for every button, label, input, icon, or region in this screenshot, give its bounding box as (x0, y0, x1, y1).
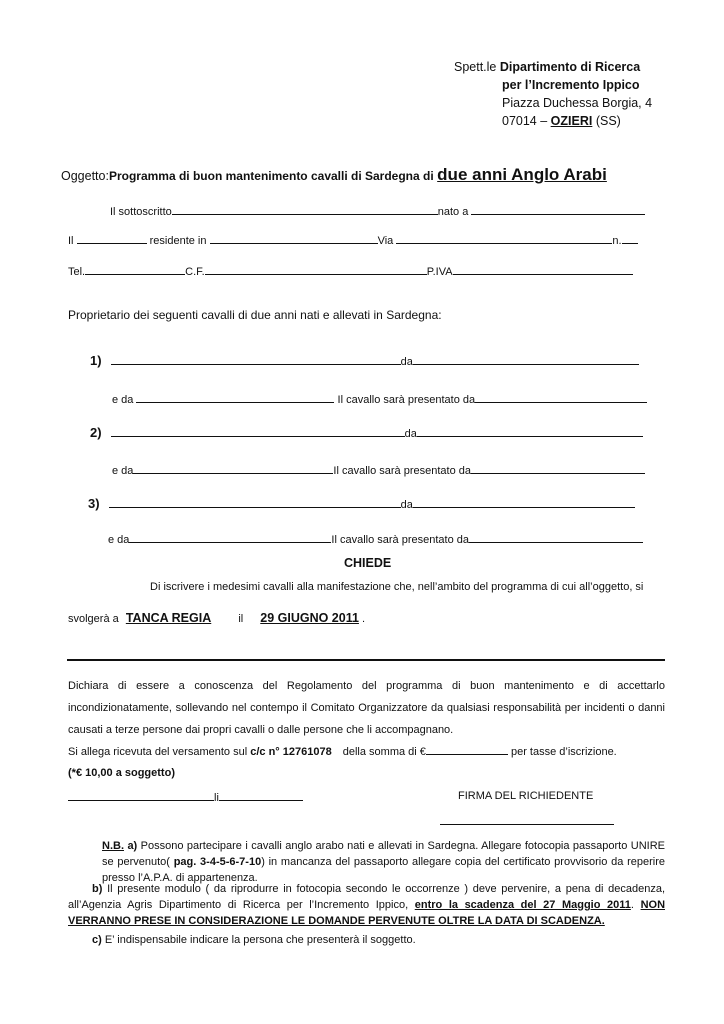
note-b-text-2: . (630, 899, 634, 911)
field-piva[interactable] (453, 264, 633, 275)
recipient-prov: (SS) (595, 114, 621, 128)
note-c-text: E’ indispensabile indicare la persona che presenterà il soggetto. (104, 934, 416, 946)
horse-e-da-field[interactable] (129, 532, 331, 543)
horse-e-da-field[interactable] (136, 392, 334, 403)
label-presentato: Il cavallo sarà presentato da (337, 394, 476, 406)
horse-number: 1) (90, 353, 102, 368)
field-row-residenza (68, 233, 638, 247)
horse-name-field[interactable] (111, 354, 401, 365)
note-a-text-1: Possono partecipare i cavalli anglo arabo nati e allevati in Sardegna. Allegare fotocopia passaporto UNIRE se pervenuto( (102, 840, 665, 868)
label-da: da (400, 499, 413, 511)
note-b (68, 881, 665, 929)
label-nato-a: nato a (437, 206, 469, 218)
place-date-line (68, 790, 303, 804)
note-a-text-2: ) in mancanza del passaporto allegare copia del certificato provvisorio da reperire presso l’A.P.A. di appartenenza. (102, 856, 665, 884)
horse-da-field[interactable] (417, 426, 643, 437)
payment-prefix: Si allega ricevuta del versamento sul (68, 746, 248, 758)
label-da: da (404, 428, 417, 440)
note-b-deadline: entro la scadenza del 27 Maggio 2011 (414, 899, 631, 911)
declaration-text: Dichiara di essere a conoscenza del Regolamento del programma di buon mantenimento e di accettarlo incondizionatamente, sollevando nel contempo il Comitato Organizzatore da qualsiasi responsabilità per incidenti o danni causati a terze persone dai propri cavalli o dalle persone che li accompagnano. (68, 680, 665, 736)
field-sottoscritto[interactable] (172, 204, 438, 215)
period: . (362, 613, 366, 625)
svolgera-line (68, 611, 365, 625)
label-il-date: il (238, 613, 244, 625)
signature-field[interactable] (440, 814, 614, 825)
note-a-label: a) (127, 840, 138, 852)
label-il: Il (68, 235, 74, 247)
horse-presentato-field[interactable] (469, 532, 643, 543)
label-e-da: e da (112, 394, 134, 406)
horse-row-1b (112, 392, 647, 406)
chiede-heading: CHIEDE (344, 556, 392, 570)
horse-presentato-field[interactable] (471, 463, 645, 474)
label-tel: Tel. (68, 266, 86, 278)
label-presentato: Il cavallo sarà presentato da (333, 465, 472, 477)
owner-text: Proprietario dei seguenti cavalli di due anni nati e allevati in Sardegna: (68, 308, 442, 322)
recipient-cap: 07014 – (502, 114, 548, 128)
field-residente[interactable] (210, 233, 378, 244)
signature-label: FIRMA DEL RICHIEDENTE (458, 790, 594, 802)
label-cf: C.F. (185, 266, 205, 278)
event-date: 29 GIUGNO 2011 (260, 611, 359, 625)
field-row-sottoscritto (110, 204, 645, 218)
label-li: li (214, 792, 219, 804)
subject-line (61, 165, 607, 185)
label-e-da: e da (112, 465, 134, 477)
horse-presentato-field[interactable] (475, 392, 647, 403)
label-residente: residente in (149, 235, 207, 247)
label-da: da (400, 356, 413, 368)
recipient-city: OZIERI (550, 114, 593, 128)
label-via: Via (377, 235, 394, 247)
horse-row-1 (90, 353, 639, 368)
payment-somma: della somma di € (342, 746, 426, 758)
horse-row-3 (88, 496, 635, 511)
svolgera-prefix: svolgerà a (68, 613, 119, 625)
recipient-line-2: per l’Incremento Ippico (502, 78, 640, 92)
field-tel[interactable] (85, 264, 185, 275)
field-numero[interactable] (622, 233, 638, 244)
payment-line (68, 744, 617, 758)
field-via[interactable] (396, 233, 612, 244)
label-presentato: Il cavallo sarà presentato da (331, 534, 470, 546)
horse-name-field[interactable] (111, 426, 405, 437)
iscrivere-text: Di iscrivere i medesimi cavalli alla manifestazione che, nell’ambito del programma di cui all’oggetto, si (150, 581, 644, 593)
horse-row-2 (90, 425, 643, 440)
horse-number: 2) (90, 425, 102, 440)
horse-row-2b (112, 463, 645, 477)
note-a-pages: pag. 3-4-5-6-7-10 (173, 856, 262, 868)
date-field[interactable] (219, 790, 303, 801)
horse-e-da-field[interactable] (133, 463, 333, 474)
price-note: (*€ 10,00 a soggetto) (68, 767, 175, 779)
field-row-contatti (68, 264, 633, 278)
horse-number: 3) (88, 496, 100, 511)
field-data-nascita[interactable] (77, 233, 147, 244)
recipient-line-1 (454, 58, 652, 76)
note-c-label: c) (92, 934, 102, 946)
recipient-prefix: Spett.le (454, 60, 497, 74)
recipient-block (454, 58, 652, 130)
payment-amount-field[interactable] (426, 744, 508, 755)
horse-name-field[interactable] (109, 497, 401, 508)
recipient-street: Piazza Duchessa Borgia, 4 (502, 96, 653, 110)
horse-da-field[interactable] (413, 497, 635, 508)
horse-row-3b (108, 532, 643, 546)
label-e-da: e da (108, 534, 130, 546)
nb-label: N.B. (102, 840, 124, 852)
label-sottoscritto: Il sottoscritto (110, 206, 172, 218)
field-nato-a[interactable] (471, 204, 645, 215)
note-b-warning: NON VERRANNO PRESE IN CONSIDERAZIONE LE DOMANDE PERVENUTE OLTRE LA DATA DI SCADENZA. (68, 899, 666, 927)
note-a (102, 838, 665, 886)
recipient-dept: Dipartimento di Ricerca (499, 60, 641, 74)
note-b-text-1: Il presente modulo ( da riprodurre in fotocopia secondo le occorrenze ) deve pervenire, a pena di decadenza, all’Agenzia Agris Dipartimento di Ricerca per l’Incremento Ippico, (68, 883, 666, 911)
subject-text: Programma di buon mantenimento cavalli di Sardegna di (108, 169, 434, 183)
note-c (92, 934, 416, 946)
horse-da-field[interactable] (413, 354, 639, 365)
subject-label: Oggetto: (61, 169, 109, 183)
field-cf[interactable] (205, 264, 427, 275)
note-b-label: b) (92, 883, 103, 895)
payment-tasse: per tasse d’iscrizione. (510, 746, 617, 758)
payment-cc: c/c n° 12761078 (250, 746, 332, 758)
label-numero: n. (612, 235, 622, 247)
label-piva: P.IVA (426, 266, 453, 278)
section-divider (67, 659, 665, 661)
event-place: TANCA REGIA (125, 611, 212, 625)
subject-highlight: due anni Anglo Arabi (437, 165, 607, 184)
recipient-city-line (454, 112, 652, 130)
place-field[interactable] (68, 790, 214, 801)
